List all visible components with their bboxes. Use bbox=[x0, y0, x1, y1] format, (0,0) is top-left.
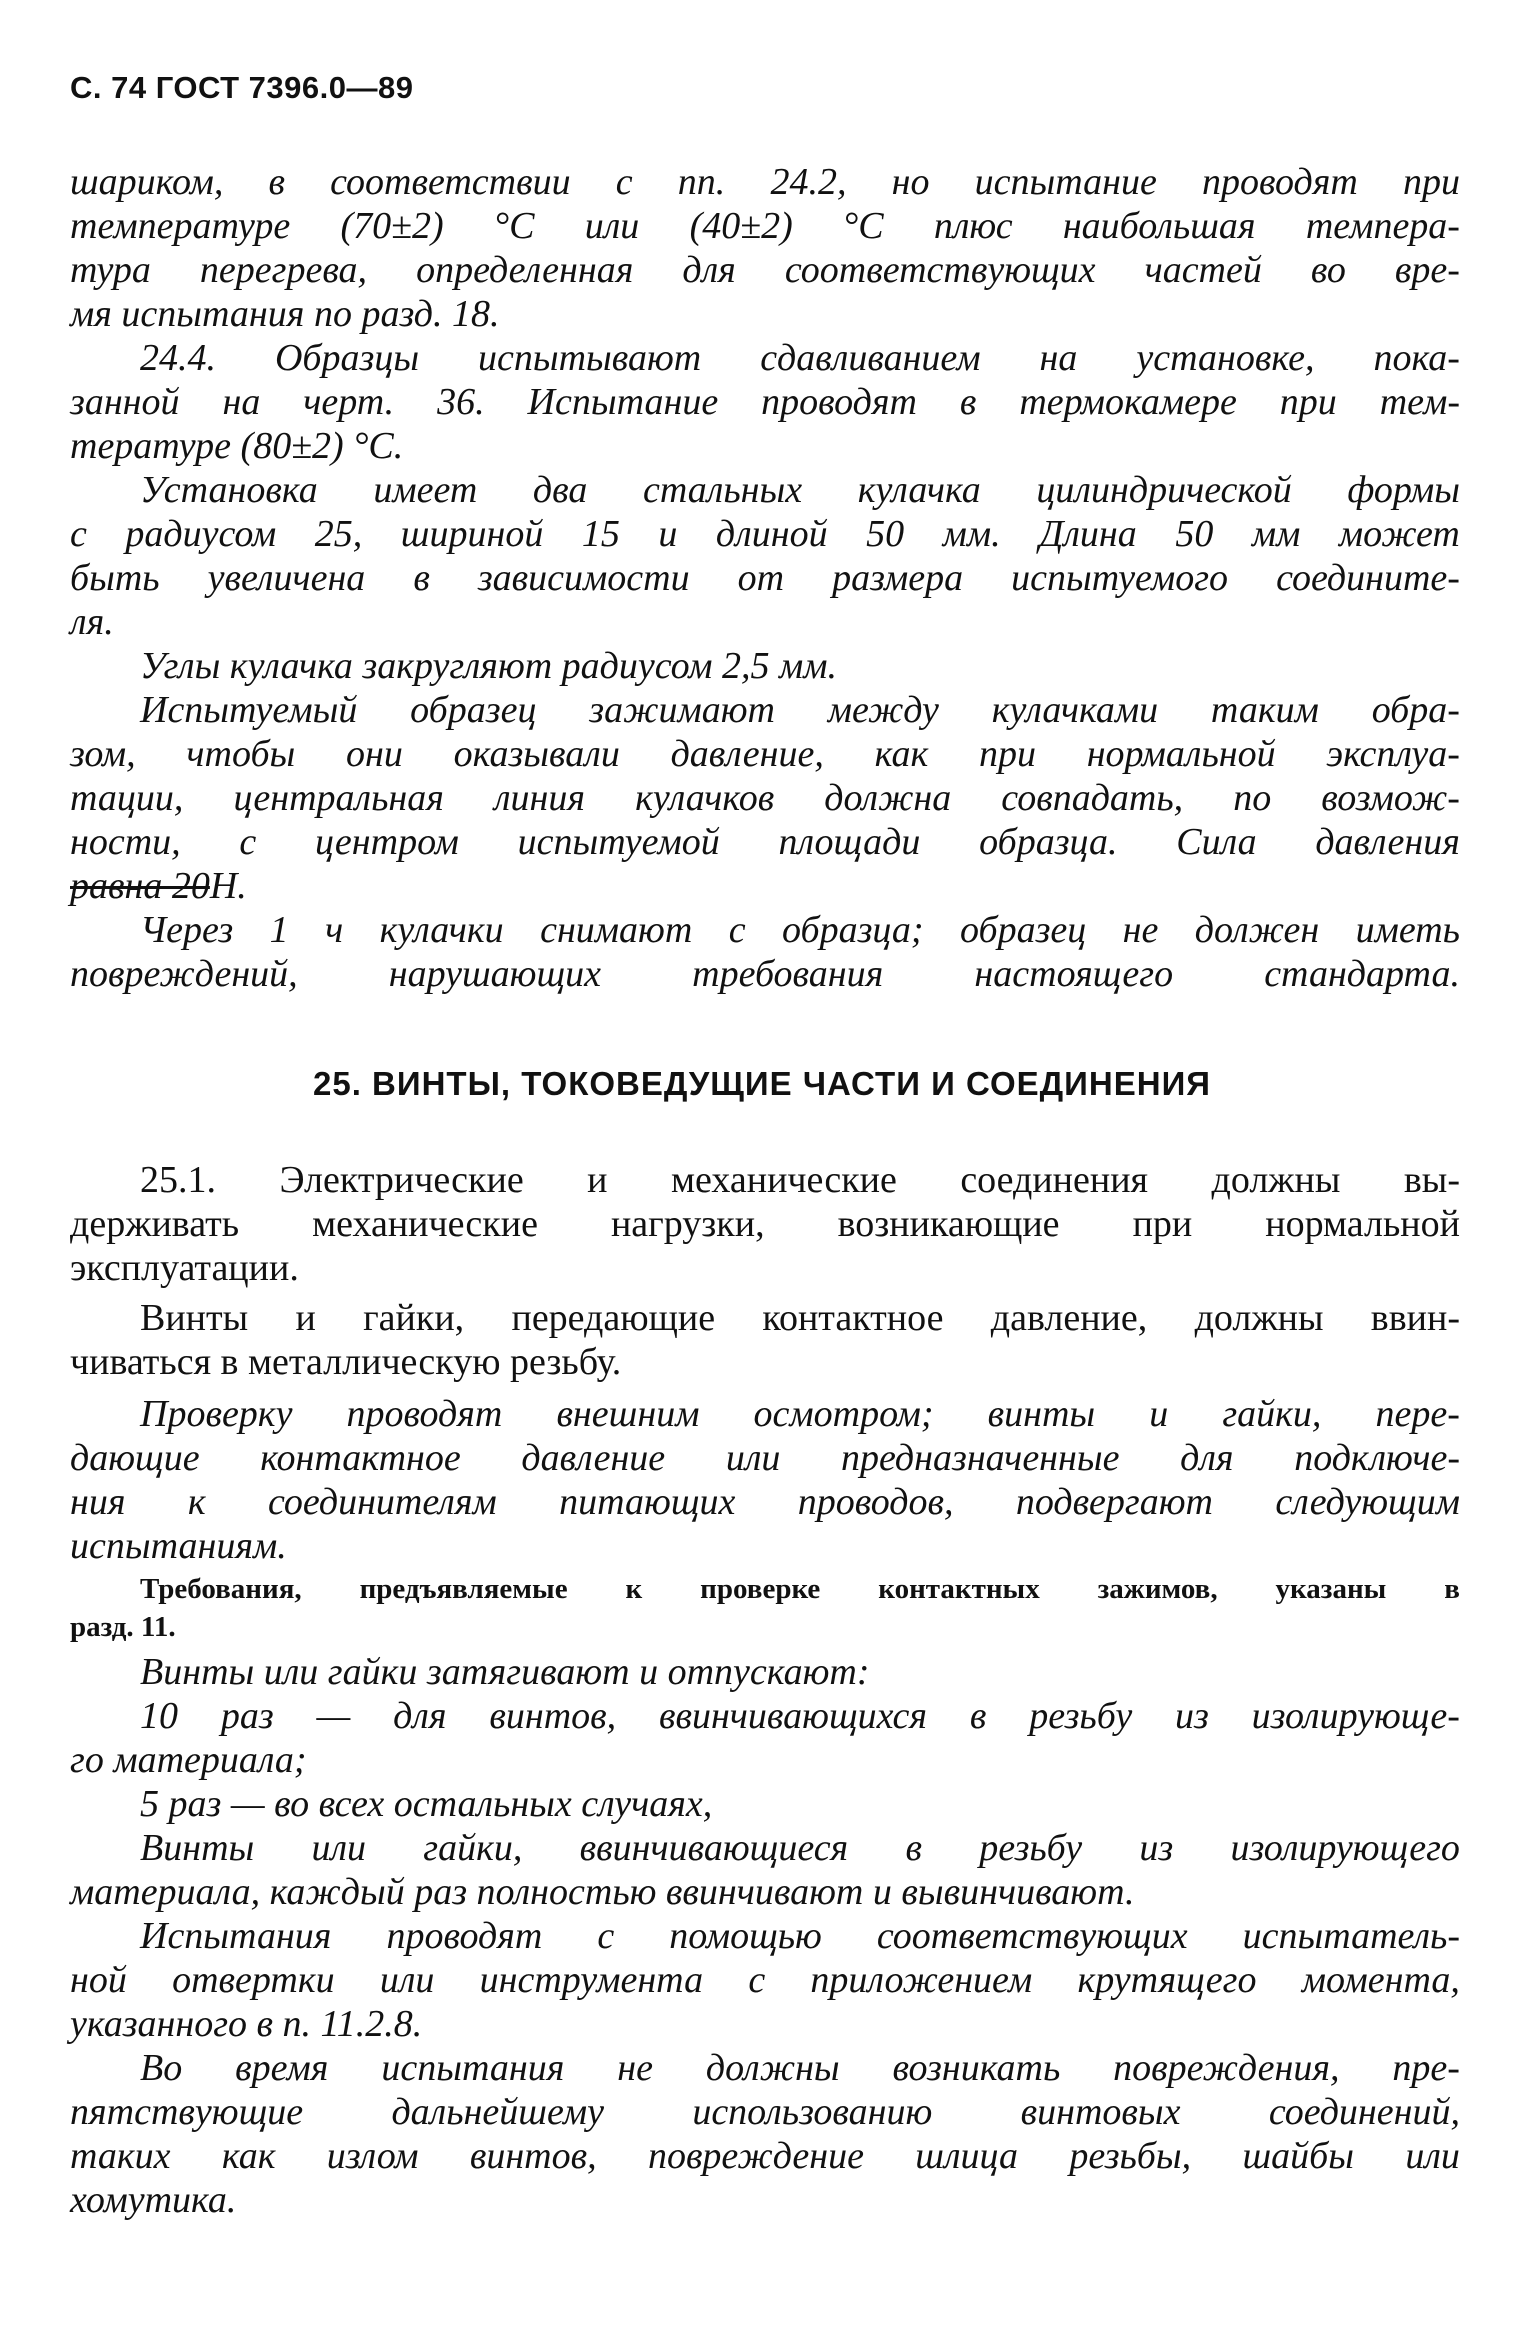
word: нагрузки, bbox=[610, 1203, 765, 1245]
word: пятствующие bbox=[70, 2091, 304, 2133]
word: соединителям bbox=[268, 1481, 497, 1523]
text-line: Винты или гайки затягивают и отпускают: bbox=[140, 1651, 870, 1693]
word: повреждение bbox=[647, 2135, 864, 2177]
word: из bbox=[1175, 1695, 1209, 1737]
word: Во bbox=[140, 2047, 183, 2089]
word: как bbox=[874, 733, 929, 775]
word: проводят bbox=[761, 381, 917, 423]
word: (40±2) bbox=[689, 205, 793, 247]
word: должна bbox=[824, 777, 952, 819]
word: определенная bbox=[416, 249, 634, 291]
word: тем- bbox=[1379, 381, 1460, 423]
word: кулачка bbox=[857, 469, 981, 511]
word: как bbox=[221, 2135, 276, 2177]
word: испытуемого bbox=[1011, 557, 1229, 599]
word: может bbox=[1338, 513, 1460, 555]
text-line: указанного в п. 11.2.8. bbox=[70, 2003, 423, 2045]
word: Установка bbox=[140, 469, 318, 511]
text-line bbox=[70, 1392, 1460, 1436]
word: термокамере bbox=[1019, 381, 1237, 423]
word: нарушающих bbox=[388, 953, 602, 995]
text-line: мя испытания по разд. 18. bbox=[70, 293, 500, 335]
note-block bbox=[70, 1570, 1460, 1646]
word: шариком, bbox=[70, 161, 224, 203]
word: чтобы bbox=[186, 733, 296, 775]
word: в bbox=[268, 161, 285, 203]
word: контактных bbox=[878, 1573, 1040, 1605]
word: обра- bbox=[1371, 689, 1460, 731]
word: с bbox=[728, 909, 746, 951]
word: соответствующих bbox=[876, 1915, 1188, 1957]
word: и bbox=[1149, 1393, 1169, 1435]
word: 50 bbox=[1175, 513, 1214, 555]
text-line bbox=[70, 204, 1460, 248]
word: приложением bbox=[810, 1959, 1033, 2001]
word: снимают bbox=[540, 909, 693, 951]
word: вы- bbox=[1403, 1159, 1460, 1201]
word: на bbox=[222, 381, 261, 423]
word: должен bbox=[1194, 909, 1320, 951]
page-header: С. 74 ГОСТ 7396.0—89 bbox=[70, 70, 414, 105]
word: ввин- bbox=[1370, 1297, 1460, 1339]
word: механические bbox=[670, 1159, 897, 1201]
text-line bbox=[70, 2134, 1460, 2178]
word: не bbox=[1122, 909, 1159, 951]
word: от bbox=[737, 557, 785, 599]
note-line bbox=[70, 1570, 1460, 1608]
paragraph-clamp bbox=[70, 688, 1460, 908]
word: 24.2, bbox=[770, 161, 847, 203]
text-line bbox=[70, 336, 1460, 380]
text-line bbox=[70, 380, 1460, 424]
word: соедините- bbox=[1276, 557, 1460, 599]
word: образца; bbox=[781, 909, 924, 951]
word: повреждения, bbox=[1113, 2047, 1340, 2089]
word: кулачки bbox=[379, 909, 504, 951]
text-line: испытаниям. bbox=[70, 1525, 287, 1567]
word: мм. bbox=[942, 513, 1001, 555]
word: с bbox=[239, 821, 257, 863]
word: Винты bbox=[140, 1297, 249, 1339]
word: или bbox=[584, 205, 640, 247]
word: образца. bbox=[979, 821, 1118, 863]
word: 25, bbox=[314, 513, 363, 555]
tightening-block bbox=[70, 1650, 1460, 2222]
word: оказывали bbox=[453, 733, 620, 775]
word: гайки, bbox=[423, 1827, 523, 1869]
word: к bbox=[187, 1481, 206, 1523]
word: стальных bbox=[642, 469, 803, 511]
word: резьбу bbox=[979, 1827, 1083, 1869]
word: давление bbox=[521, 1437, 666, 1479]
word: радиусом bbox=[125, 513, 277, 555]
word: с bbox=[70, 513, 87, 555]
text-line: хомутика. bbox=[70, 2179, 237, 2221]
word: 25.1. bbox=[140, 1159, 216, 1201]
word: Требования, bbox=[140, 1573, 302, 1605]
word: — bbox=[316, 1695, 351, 1737]
word: ввинчивающихся bbox=[658, 1695, 928, 1737]
word: проводов, bbox=[797, 1481, 954, 1523]
text-line: го материала; bbox=[70, 1739, 307, 1781]
word: время bbox=[235, 2047, 329, 2089]
word: пп. bbox=[677, 161, 726, 203]
word: совпадать, bbox=[1001, 777, 1184, 819]
word: винты bbox=[987, 1393, 1096, 1435]
word: сдавливанием bbox=[760, 337, 981, 379]
word: линия bbox=[493, 777, 586, 819]
text-line bbox=[70, 864, 1460, 908]
word: 1 bbox=[269, 909, 289, 951]
word: установке, bbox=[1136, 337, 1315, 379]
word: испытание bbox=[974, 161, 1157, 203]
word: изолирующе- bbox=[1251, 1695, 1460, 1737]
word: помощью bbox=[669, 1915, 822, 1957]
text-line bbox=[70, 776, 1460, 820]
word: к bbox=[625, 1573, 643, 1605]
word: крутящего bbox=[1077, 1959, 1257, 2001]
word: при bbox=[978, 733, 1036, 775]
word: или bbox=[379, 1959, 435, 2001]
word: в bbox=[413, 557, 430, 599]
word: два bbox=[532, 469, 588, 511]
word: ности, bbox=[70, 821, 181, 863]
word: возникающие bbox=[837, 1203, 1060, 1245]
word: предназначенные bbox=[841, 1437, 1120, 1479]
word: дающие bbox=[70, 1437, 200, 1479]
word: тура bbox=[70, 249, 151, 291]
word: темпера- bbox=[1305, 205, 1460, 247]
word: и bbox=[658, 513, 678, 555]
word: образец bbox=[959, 909, 1087, 951]
text-line bbox=[70, 1436, 1460, 1480]
note-line: разд. 11. bbox=[70, 1611, 176, 1643]
word: давление, bbox=[670, 733, 824, 775]
word: Электрические bbox=[279, 1159, 524, 1201]
word: гайки, bbox=[1222, 1393, 1322, 1435]
text-line bbox=[70, 2090, 1460, 2134]
word: образец bbox=[410, 689, 537, 731]
word: но bbox=[891, 161, 930, 203]
unit-text: Н. bbox=[209, 865, 247, 907]
paragraph-25-1 bbox=[70, 1158, 1460, 1290]
word: винтовых bbox=[1020, 2091, 1181, 2133]
word: при bbox=[1403, 161, 1460, 203]
word: питающих bbox=[559, 1481, 736, 1523]
word: использованию bbox=[692, 2091, 933, 2133]
word: испытатель- bbox=[1242, 1915, 1460, 1957]
text-line bbox=[70, 688, 1460, 732]
section-title: 25. ВИНТЫ, ТОКОВЕДУЩИЕ ЧАСТИ И СОЕДИНЕНИЯ bbox=[312, 1065, 1212, 1102]
word: кулачков bbox=[635, 777, 775, 819]
word: пре- bbox=[1392, 2047, 1460, 2089]
word: по bbox=[1233, 777, 1272, 819]
word: зависимости bbox=[477, 557, 690, 599]
word: с bbox=[615, 161, 633, 203]
text-line bbox=[70, 952, 1460, 996]
word: 10 bbox=[140, 1695, 178, 1737]
text-line bbox=[70, 1694, 1460, 1738]
word: занной bbox=[70, 381, 180, 423]
word: пока- bbox=[1373, 337, 1460, 379]
word: предъявляемые bbox=[359, 1573, 568, 1605]
word: Испытуемый bbox=[140, 689, 358, 731]
text-line: материала, каждый раз полностью ввинчивают и вывинчивают. bbox=[70, 1871, 1135, 1913]
word: или bbox=[1405, 2135, 1460, 2177]
word: проводят bbox=[346, 1393, 503, 1435]
word: и bbox=[587, 1159, 608, 1201]
word: иметь bbox=[1355, 909, 1460, 951]
paragraph-24-4 bbox=[70, 336, 1460, 468]
word: 36. bbox=[437, 381, 485, 423]
word: испытания bbox=[381, 2047, 565, 2089]
word: излом bbox=[326, 2135, 419, 2177]
word: Проверку bbox=[140, 1393, 293, 1435]
word: в bbox=[905, 1827, 922, 1869]
word: с bbox=[748, 1959, 766, 2001]
word: держивать bbox=[70, 1203, 240, 1245]
word: передающие bbox=[511, 1297, 716, 1339]
word: нормальной bbox=[1086, 733, 1276, 775]
word: ч bbox=[325, 909, 344, 951]
text-line: эксплуатации. bbox=[70, 1247, 299, 1289]
text-line bbox=[70, 1202, 1460, 1246]
paragraph-continuation bbox=[70, 160, 1460, 336]
word: отвертки bbox=[172, 1959, 335, 2001]
word: цилиндрической bbox=[1036, 469, 1292, 511]
word: Через bbox=[140, 909, 234, 951]
word: центральная bbox=[233, 777, 444, 819]
word: внешним bbox=[556, 1393, 700, 1435]
word: температуре bbox=[70, 205, 291, 247]
text-line: Углы кулачка закругляют радиусом 2,5 мм. bbox=[140, 645, 837, 687]
word: Винты bbox=[140, 1827, 255, 1869]
word: соответствующих bbox=[784, 249, 1096, 291]
word: раз bbox=[220, 1695, 274, 1737]
text-line bbox=[70, 2046, 1460, 2090]
word: °С bbox=[843, 205, 884, 247]
check-block bbox=[70, 1392, 1460, 1568]
text-line bbox=[70, 1914, 1460, 1958]
word: эксплуа- bbox=[1326, 733, 1460, 775]
text-line: ля. bbox=[70, 601, 114, 643]
word: проводят bbox=[386, 1915, 543, 1957]
word: инструмента bbox=[479, 1959, 704, 2001]
word: контактное bbox=[260, 1437, 461, 1479]
word: или bbox=[311, 1827, 367, 1869]
word: должны bbox=[705, 2047, 840, 2089]
word: плюс bbox=[933, 205, 1013, 247]
word: шириной bbox=[400, 513, 544, 555]
word: с bbox=[597, 1915, 615, 1957]
word: испытывают bbox=[478, 337, 702, 379]
word: испытуемой bbox=[517, 821, 720, 863]
word: 24.4. bbox=[140, 337, 216, 379]
word: 50 bbox=[866, 513, 905, 555]
text-line bbox=[70, 160, 1460, 204]
word: вре- bbox=[1394, 249, 1460, 291]
word: момента, bbox=[1301, 1959, 1460, 2001]
word: частей bbox=[1144, 249, 1262, 291]
word: осмотром; bbox=[753, 1393, 934, 1435]
text-line bbox=[70, 820, 1460, 864]
word: они bbox=[346, 733, 403, 775]
word: соединений, bbox=[1268, 2091, 1460, 2133]
word: ния bbox=[70, 1481, 126, 1523]
word: проводят bbox=[1202, 161, 1358, 203]
word: для bbox=[393, 1695, 447, 1737]
word: возникать bbox=[892, 2047, 1061, 2089]
word: гайки, bbox=[363, 1297, 465, 1339]
word: не bbox=[617, 2047, 653, 2089]
word: для bbox=[1180, 1437, 1234, 1479]
word: в bbox=[1444, 1573, 1460, 1605]
word: таких bbox=[70, 2135, 171, 2177]
word: резьбу bbox=[1029, 1695, 1133, 1737]
word: зом, bbox=[70, 733, 136, 775]
text-line bbox=[70, 1480, 1460, 1524]
word: быть bbox=[70, 557, 160, 599]
text-line bbox=[70, 1826, 1460, 1870]
word: ввинчивающиеся bbox=[579, 1827, 849, 1869]
paragraph-installation bbox=[70, 468, 1460, 644]
text-line bbox=[70, 1958, 1460, 2002]
word: Длина bbox=[1039, 513, 1137, 555]
word: зажимов, bbox=[1097, 1573, 1218, 1605]
word: возмож- bbox=[1321, 777, 1460, 819]
word: соответствии bbox=[330, 161, 571, 203]
word: и bbox=[295, 1297, 316, 1339]
word: контактное bbox=[762, 1297, 944, 1339]
text-line bbox=[70, 468, 1460, 512]
word: (70±2) bbox=[340, 205, 444, 247]
word: настоящего bbox=[974, 953, 1174, 995]
word: винтов, bbox=[469, 2135, 597, 2177]
word: повреждений, bbox=[70, 953, 298, 995]
word: резьбы, bbox=[1069, 2135, 1192, 2177]
word: требования bbox=[692, 953, 884, 995]
text-line: 5 раз — во всех остальных случаях, bbox=[140, 1783, 713, 1825]
word: перегрева, bbox=[199, 249, 368, 291]
word: во bbox=[1310, 249, 1346, 291]
text-line bbox=[70, 1158, 1460, 1202]
text-line bbox=[70, 732, 1460, 776]
word: на bbox=[1039, 337, 1078, 379]
word: Испытания bbox=[140, 1915, 332, 1957]
word: размера bbox=[832, 557, 964, 599]
word: площади bbox=[778, 821, 921, 863]
word: подключе- bbox=[1294, 1437, 1460, 1479]
word: давление, bbox=[990, 1297, 1148, 1339]
word: Образцы bbox=[274, 337, 420, 379]
word: 15 bbox=[581, 513, 620, 555]
word: винтов, bbox=[489, 1695, 617, 1737]
text-line bbox=[70, 512, 1460, 556]
word: черт. bbox=[303, 381, 395, 423]
word: °С bbox=[493, 205, 535, 247]
text-line bbox=[70, 556, 1460, 600]
word: в bbox=[959, 381, 977, 423]
text-line bbox=[70, 1296, 1460, 1340]
word: длиной bbox=[715, 513, 828, 555]
text-line bbox=[70, 248, 1460, 292]
paragraph-screws-nuts bbox=[70, 1296, 1460, 1384]
word: Сила bbox=[1176, 821, 1257, 863]
section-25-block bbox=[70, 1158, 1460, 1384]
text-line: чиваться в металлическую резьбу. bbox=[70, 1341, 622, 1383]
top-text-block bbox=[70, 160, 1460, 996]
word: нормальной bbox=[1265, 1203, 1460, 1245]
word: должны bbox=[1194, 1297, 1324, 1339]
word: при bbox=[1279, 381, 1337, 423]
word: дальнейшему bbox=[391, 2091, 604, 2133]
word: кулачками bbox=[991, 689, 1159, 731]
word: для bbox=[682, 249, 736, 291]
word: наибольшая bbox=[1062, 205, 1256, 247]
word: пере- bbox=[1375, 1393, 1460, 1435]
word: Испытание bbox=[527, 381, 719, 423]
paragraph-after-1h bbox=[70, 908, 1460, 996]
word: проверке bbox=[700, 1573, 821, 1605]
word: мм bbox=[1251, 513, 1301, 555]
word: должны bbox=[1211, 1159, 1341, 1201]
word: подвергают bbox=[1015, 1481, 1213, 1523]
word: зажимают bbox=[589, 689, 775, 731]
word: шлица bbox=[915, 2135, 1019, 2177]
word: тации, bbox=[70, 777, 184, 819]
word: из bbox=[1139, 1827, 1174, 1869]
word: давления bbox=[1315, 821, 1460, 863]
word: между bbox=[827, 689, 939, 731]
word: следующим bbox=[1275, 1481, 1460, 1523]
word: ной bbox=[70, 1959, 127, 2001]
word: в bbox=[969, 1695, 987, 1737]
text-line: тературе (80±2) °С. bbox=[70, 425, 404, 467]
word: соединения bbox=[960, 1159, 1149, 1201]
word: механические bbox=[312, 1203, 538, 1245]
word: таким bbox=[1210, 689, 1319, 731]
paragraph-corners bbox=[70, 644, 1460, 688]
word: имеет bbox=[373, 469, 478, 511]
word: формы bbox=[1347, 469, 1460, 511]
word: изолирующего bbox=[1230, 1827, 1460, 1869]
word: шайбы bbox=[1242, 2135, 1355, 2177]
word: при bbox=[1132, 1203, 1193, 1245]
word: или bbox=[725, 1437, 781, 1479]
struck-text: равна 20 bbox=[70, 865, 210, 907]
word: указаны bbox=[1275, 1573, 1387, 1605]
text-line bbox=[70, 908, 1460, 952]
word: центром bbox=[314, 821, 459, 863]
word: увеличена bbox=[207, 557, 366, 599]
word: стандарта. bbox=[1264, 953, 1460, 995]
